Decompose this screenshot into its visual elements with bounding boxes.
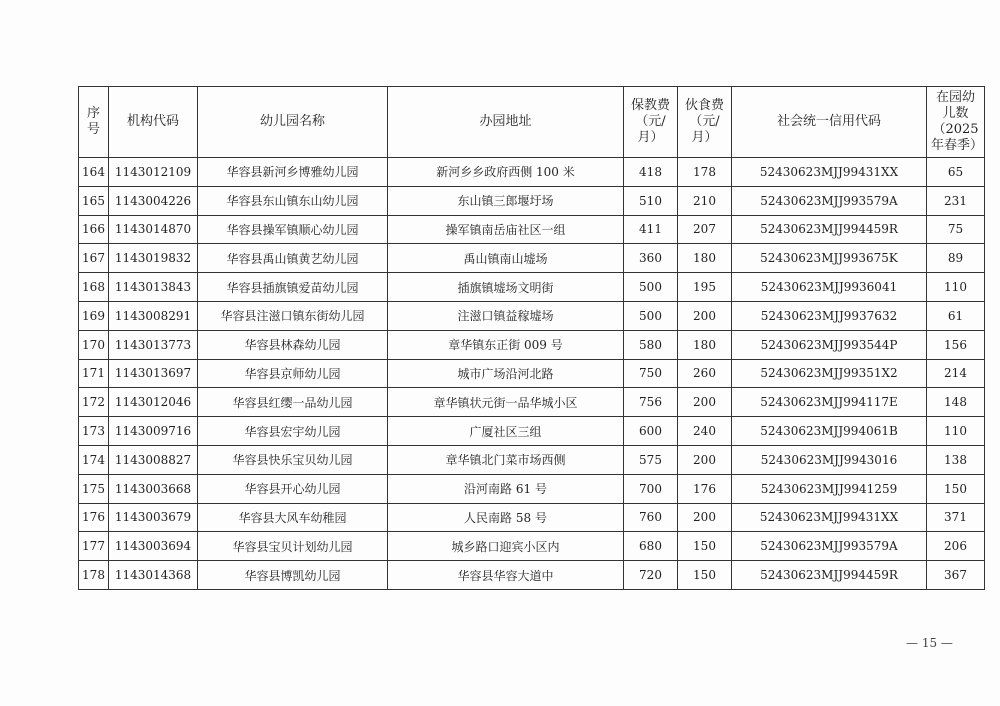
cell-seq: 170 [79, 330, 109, 359]
cell-tuition: 580 [624, 330, 678, 359]
cell-name: 华容县操军镇顺心幼儿园 [198, 215, 388, 244]
cell-meal: 210 [678, 186, 732, 215]
cell-credit: 52430623MJJ99431XX [732, 503, 927, 532]
table-header-row [79, 87, 985, 158]
cell-address: 章华镇东正街 009 号 [388, 330, 624, 359]
cell-count: 89 [927, 244, 985, 273]
cell-name: 华容县开心幼儿园 [198, 474, 388, 503]
cell-meal: 207 [678, 215, 732, 244]
cell-code: 1143008291 [109, 301, 198, 330]
cell-meal: 260 [678, 359, 732, 388]
cell-seq: 173 [79, 417, 109, 446]
table-body [79, 158, 985, 590]
cell-seq: 164 [79, 158, 109, 187]
cell-count: 148 [927, 388, 985, 417]
cell-code: 1143003668 [109, 474, 198, 503]
cell-credit: 52430623MJJ994117E [732, 388, 927, 417]
cell-code: 1143013697 [109, 359, 198, 388]
cell-tuition: 500 [624, 301, 678, 330]
cell-count: 61 [927, 301, 985, 330]
cell-address: 章华镇北门菜市场西侧 [388, 445, 624, 474]
cell-address: 操军镇南岳庙社区一组 [388, 215, 624, 244]
cell-name: 华容县注滋口镇东街幼儿园 [198, 301, 388, 330]
cell-meal: 176 [678, 474, 732, 503]
kindergarten-table [78, 86, 985, 590]
cell-count: 367 [927, 561, 985, 590]
cell-code: 1143003694 [109, 532, 198, 561]
cell-seq: 166 [79, 215, 109, 244]
cell-tuition: 510 [624, 186, 678, 215]
table-row [79, 186, 985, 215]
table-row [79, 388, 985, 417]
header-seq: 序号 [79, 87, 109, 158]
cell-credit: 52430623MJJ9937632 [732, 301, 927, 330]
table-row [79, 244, 985, 273]
cell-seq: 171 [79, 359, 109, 388]
cell-count: 110 [927, 273, 985, 302]
cell-address: 华容县华容大道中 [388, 561, 624, 590]
cell-meal: 195 [678, 273, 732, 302]
table-row [79, 532, 985, 561]
cell-seq: 176 [79, 503, 109, 532]
cell-seq: 168 [79, 273, 109, 302]
cell-count: 150 [927, 474, 985, 503]
header-credit: 社会统一信用代码 [732, 87, 927, 158]
cell-code: 1143012109 [109, 158, 198, 187]
cell-seq: 177 [79, 532, 109, 561]
cell-code: 1143014368 [109, 561, 198, 590]
cell-name: 华容县大风车幼稚园 [198, 503, 388, 532]
cell-count: 75 [927, 215, 985, 244]
cell-tuition: 680 [624, 532, 678, 561]
cell-seq: 175 [79, 474, 109, 503]
table-row [79, 359, 985, 388]
cell-meal: 240 [678, 417, 732, 446]
cell-credit: 52430623MJJ993544P [732, 330, 927, 359]
cell-tuition: 575 [624, 445, 678, 474]
cell-credit: 52430623MJJ99431XX [732, 158, 927, 187]
cell-count: 110 [927, 417, 985, 446]
cell-code: 1143013773 [109, 330, 198, 359]
cell-code: 1143013843 [109, 273, 198, 302]
cell-name: 华容县京师幼儿园 [198, 359, 388, 388]
cell-address: 注滋口镇益稼墟场 [388, 301, 624, 330]
cell-name: 华容县林森幼儿园 [198, 330, 388, 359]
cell-tuition: 500 [624, 273, 678, 302]
cell-seq: 169 [79, 301, 109, 330]
cell-address: 城乡路口迎宾小区内 [388, 532, 624, 561]
cell-address: 沿河南路 61 号 [388, 474, 624, 503]
cell-credit: 52430623MJJ994459R [732, 561, 927, 590]
cell-meal: 180 [678, 244, 732, 273]
cell-tuition: 760 [624, 503, 678, 532]
cell-tuition: 756 [624, 388, 678, 417]
cell-credit: 52430623MJJ9936041 [732, 273, 927, 302]
cell-meal: 200 [678, 503, 732, 532]
cell-address: 插旗镇墟场文明街 [388, 273, 624, 302]
cell-credit: 52430623MJJ993579A [732, 532, 927, 561]
cell-meal: 180 [678, 330, 732, 359]
cell-code: 1143012046 [109, 388, 198, 417]
cell-tuition: 360 [624, 244, 678, 273]
cell-name: 华容县东山镇东山幼儿园 [198, 186, 388, 215]
cell-count: 371 [927, 503, 985, 532]
header-name: 幼儿园名称 [198, 87, 388, 158]
cell-tuition: 418 [624, 158, 678, 187]
header-meal: 伙食费（元/月） [678, 87, 732, 158]
cell-meal: 200 [678, 445, 732, 474]
header-code: 机构代码 [109, 87, 198, 158]
cell-seq: 167 [79, 244, 109, 273]
cell-code: 1143014870 [109, 215, 198, 244]
cell-code: 1143008827 [109, 445, 198, 474]
cell-tuition: 750 [624, 359, 678, 388]
table-row [79, 215, 985, 244]
cell-code: 1143003679 [109, 503, 198, 532]
cell-address: 新河乡乡政府西侧 100 米 [388, 158, 624, 187]
cell-credit: 52430623MJJ9943016 [732, 445, 927, 474]
cell-count: 214 [927, 359, 985, 388]
table-row [79, 417, 985, 446]
header-address: 办园地址 [388, 87, 624, 158]
cell-tuition: 411 [624, 215, 678, 244]
table-row [79, 503, 985, 532]
cell-tuition: 600 [624, 417, 678, 446]
cell-credit: 52430623MJJ993675K [732, 244, 927, 273]
cell-address: 广厦社区三组 [388, 417, 624, 446]
page-number: — 15 — [906, 636, 953, 650]
cell-seq: 174 [79, 445, 109, 474]
cell-meal: 150 [678, 561, 732, 590]
cell-credit: 52430623MJJ994061B [732, 417, 927, 446]
cell-name: 华容县新河乡博雅幼儿园 [198, 158, 388, 187]
cell-seq: 178 [79, 561, 109, 590]
cell-credit: 52430623MJJ994459R [732, 215, 927, 244]
cell-credit: 52430623MJJ9941259 [732, 474, 927, 503]
cell-name: 华容县宏宇幼儿园 [198, 417, 388, 446]
cell-seq: 172 [79, 388, 109, 417]
cell-count: 138 [927, 445, 985, 474]
table-row [79, 330, 985, 359]
cell-name: 华容县插旗镇爱苗幼儿园 [198, 273, 388, 302]
cell-address: 人民南路 58 号 [388, 503, 624, 532]
table-row [79, 301, 985, 330]
cell-count: 231 [927, 186, 985, 215]
cell-meal: 150 [678, 532, 732, 561]
cell-tuition: 720 [624, 561, 678, 590]
cell-count: 156 [927, 330, 985, 359]
cell-address: 东山镇三郎堰圩场 [388, 186, 624, 215]
cell-name: 华容县博凯幼儿园 [198, 561, 388, 590]
table-row [79, 158, 985, 187]
cell-address: 禹山镇南山墟场 [388, 244, 624, 273]
table-row [79, 474, 985, 503]
table-row [79, 561, 985, 590]
cell-meal: 200 [678, 388, 732, 417]
cell-credit: 52430623MJJ99351X2 [732, 359, 927, 388]
cell-tuition: 700 [624, 474, 678, 503]
cell-name: 华容县快乐宝贝幼儿园 [198, 445, 388, 474]
table-row [79, 273, 985, 302]
header-tuition: 保教费（元/月） [624, 87, 678, 158]
cell-meal: 178 [678, 158, 732, 187]
cell-credit: 52430623MJJ993579A [732, 186, 927, 215]
cell-code: 1143004226 [109, 186, 198, 215]
cell-meal: 200 [678, 301, 732, 330]
cell-code: 1143019832 [109, 244, 198, 273]
cell-name: 华容县宝贝计划幼儿园 [198, 532, 388, 561]
cell-address: 章华镇状元街一品华城小区 [388, 388, 624, 417]
table-row [79, 445, 985, 474]
cell-count: 65 [927, 158, 985, 187]
cell-address: 城市广场沿河北路 [388, 359, 624, 388]
cell-name: 华容县红缨一品幼儿园 [198, 388, 388, 417]
cell-code: 1143009716 [109, 417, 198, 446]
cell-name: 华容县禹山镇黄艺幼儿园 [198, 244, 388, 273]
header-count: 在园幼儿数（2025年春季） [927, 87, 985, 158]
cell-count: 206 [927, 532, 985, 561]
cell-seq: 165 [79, 186, 109, 215]
